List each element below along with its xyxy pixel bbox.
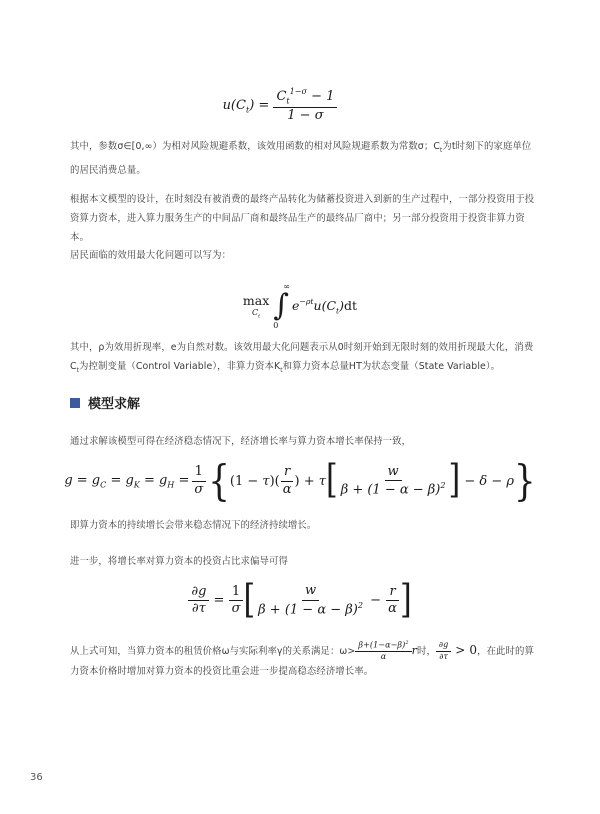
paragraph-risk-aversion: 其中，参数σ∈[0,∞）为相对风险规避系数，该效用函数的相对风险规避系数为常数σ；$C_t$为t时刻下的家庭单位的居民消费总量。 <box>70 141 532 176</box>
paragraph-discount-rate: 其中，ρ为效用折现率，e为自然对数。该效用最大化问题表示从0时刻开始到无限时刻的效用折现最大化，消费$C_t$为控制变量（Control Variable），非算力资本$K_t$和算力资本总量HT为状态变量（State Variable）。 <box>70 342 534 374</box>
paragraph-maximization-intro: 居民面临的效用最大化问题可以写为： <box>70 250 232 261</box>
growth-rate-equation: $g = g_C = g_K = g_H$ = $\frac{1}{\sigma}$ { (1 − τ) ( $\frac{r}{\alpha}$ ) + τ [ $\frac{w}{\beta + (1 - \alpha - \beta)^2}$ ] − δ − ρ } <box>64 456 536 506</box>
maximization-equation: max $C_t$ ∞ ∫ 0 $e^{-\rho t}u(C_t)dt$ <box>242 282 358 330</box>
partial-derivative-equation: $\frac{\partial g}{\partial\tau}$ = $\frac{1}{\sigma}$ [ $\frac{w}{\beta + (1 - \alpha - \beta)^2}$ − $\frac{r}{\alpha}$ ] <box>0 584 600 617</box>
paragraph-continuous-growth: 即算力资本的持续增长会带来稳态情况下的经济持续增长。 <box>70 520 317 531</box>
page-number: 36 <box>30 772 43 783</box>
section-heading <box>70 393 140 412</box>
section-title: 模型求解 <box>88 397 141 412</box>
paragraph-partial-derivative-intro: 进一步，将增长率对算力资本的投资占比求偏导可得 <box>70 556 288 567</box>
paragraph-condition: 从上式可知，当算力资本的租赁价格ω与实际利率γ的关系满足：ω> $\frac{\beta+(1-\alpha-\beta)^2}{\alpha}$ r时， $\frac{\partial g}{\partial\tau}$ > 0，在此时的算力资本价格时增加对算力资本的投资比重会进一步提高稳态经济增长率。 <box>70 639 534 678</box>
utility-function-equation: $u(C_t)$ = $\frac{C_t^{1-\sigma} - 1}{1 - \sigma}$ <box>0 88 600 124</box>
paragraph-steady-state: 通过求解该模型可得在经济稳态情况下，经济增长率与算力资本增长率保持一致， <box>70 436 412 447</box>
section-marker-icon <box>70 398 80 408</box>
paragraph-model-design: 根据本文模型的设计，在时刻没有被消费的最终产品转化为储蓄投资进入到新的生产过程中，一部分投资用于投资算力资本，进入算力服务生产的中间品厂商和最终品生产的最终品厂商中；另一部分投资用于投资非算力资本。 <box>70 194 535 243</box>
